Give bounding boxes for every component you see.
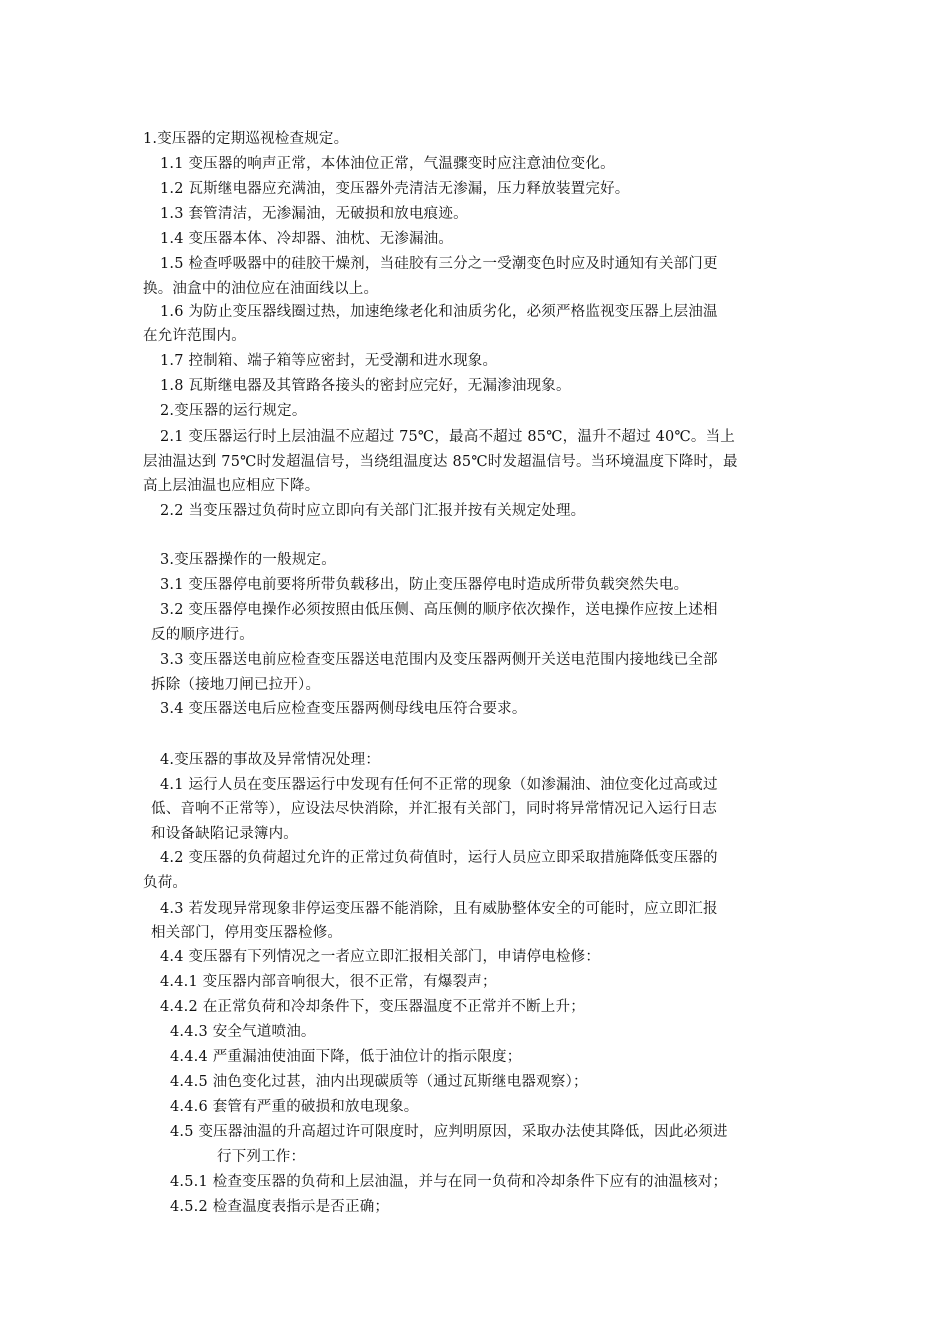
text-line: 4.5.2 检查温度表指示是否正确；	[170, 1199, 390, 1215]
text-line: 4.变压器的事故及异常情况处理：	[160, 752, 381, 768]
text-line: 换。油盒中的油位应在油面线以上。	[143, 281, 379, 297]
text-line: 1.6 为防止变压器线圈过热，加速绝缘老化和油质劣化，必须严格监视变压器上层油温	[160, 304, 718, 320]
text-line: 2.2 当变压器过负荷时应立即向有关部门汇报并按有关规定处理。	[160, 503, 586, 519]
text-line: 4.3 若发现异常现象非停运变压器不能消除，且有威胁整体安全的可能时，应立即汇报	[160, 901, 718, 917]
text-line: 2.变压器的运行规定。	[160, 403, 307, 419]
text-line: 相关部门，停用变压器检修。	[151, 925, 343, 941]
text-line: 4.5.1 检查变压器的负荷和上层油温，并与在同一负荷和冷却条件下应有的油温核对；	[170, 1174, 728, 1190]
text-line: 4.4.5 油色变化过甚，油内出现碳质等（通过瓦斯继电器观察）；	[170, 1074, 588, 1090]
text-line: 1.4 变压器本体、冷却器、油枕、无渗漏油。	[160, 231, 454, 247]
text-line: 1.7 控制箱、端子箱等应密封，无受潮和进水现象。	[160, 353, 498, 369]
text-line: 3.变压器操作的一般规定。	[160, 552, 336, 568]
text-line: 4.4.3 安全气道喷油。	[170, 1024, 316, 1040]
text-line: 4.4.4 严重漏油使油面下降，低于油位计的指示限度；	[170, 1049, 522, 1065]
text-line: 3.4 变压器送电后应检查变压器两侧母线电压符合要求。	[160, 701, 527, 717]
text-line: 2.1 变压器运行时上层油温不应超过 75℃，最高不超过 85℃，温升不超过 40℃。当上	[160, 429, 736, 445]
text-line: 3.3 变压器送电前应检查变压器送电范围内及变压器两侧开关送电范围内接地线已全部	[160, 652, 718, 668]
text-line: 层油温达到 75℃时发超温信号，当绕组温度达 85℃时发超温信号。当环境温度下降时，最	[143, 454, 738, 470]
text-line: 反的顺序进行。	[151, 627, 254, 643]
text-line: 1.1 变压器的响声正常，本体油位正常，气温骤变时应注意油位变化。	[160, 156, 615, 172]
text-line: 4.4 变压器有下列情况之一者应立即汇报相关部门，申请停电检修：	[160, 949, 601, 965]
text-line: 高上层油温也应相应下降。	[143, 478, 320, 494]
text-line: 在允许范围内。	[143, 328, 246, 344]
text-line: 1.3 套管清洁，无渗漏油，无破损和放电痕迹。	[160, 206, 468, 222]
text-line: 1.变压器的定期巡视检查规定。	[143, 131, 349, 147]
text-line: 4.4.1 变压器内部音响很大，很不正常，有爆裂声；	[160, 974, 497, 990]
text-line: 1.8 瓦斯继电器及其管路各接头的密封应完好，无漏渗油现象。	[160, 378, 571, 394]
text-line: 1.5 检查呼吸器中的硅胶干燥剂，当硅胶有三分之一受潮变色时应及时通知有关部门更	[160, 256, 718, 272]
text-line: 4.5 变压器油温的升高超过许可限度时，应判明原因，采取办法使其降低，因此必须进	[170, 1124, 728, 1140]
text-line: 4.2 变压器的负荷超过允许的正常过负荷值时，运行人员应立即采取措施降低变压器的	[160, 850, 718, 866]
text-line: 负荷。	[143, 875, 188, 891]
text-line: 拆除（接地刀闸已拉开）。	[151, 677, 321, 693]
text-line: 低、音响不正常等），应设法尽快消除，并汇报有关部门，同时将异常情况记入运行日志	[151, 801, 718, 817]
text-line: 4.4.6 套管有严重的破损和放电现象。	[170, 1099, 419, 1115]
text-line: 4.1 运行人员在变压器运行中发现有任何不正常的现象（如渗漏油、油位变化过高或过	[160, 777, 718, 793]
text-line: 行下列工作：	[217, 1149, 306, 1165]
text-line: 3.1 变压器停电前要将所带负载移出，防止变压器停电时造成所带负载突然失电。	[160, 577, 689, 593]
text-line: 和设备缺陷记录簿内。	[151, 826, 298, 842]
text-line: 1.2 瓦斯继电器应充满油，变压器外壳清洁无渗漏，压力释放装置完好。	[160, 181, 630, 197]
text-line: 4.4.2 在正常负荷和冷却条件下，变压器温度不正常并不断上升；	[160, 999, 585, 1015]
text-line: 3.2 变压器停电操作必须按照由低压侧、高压侧的顺序依次操作，送电操作应按上述相	[160, 602, 718, 618]
